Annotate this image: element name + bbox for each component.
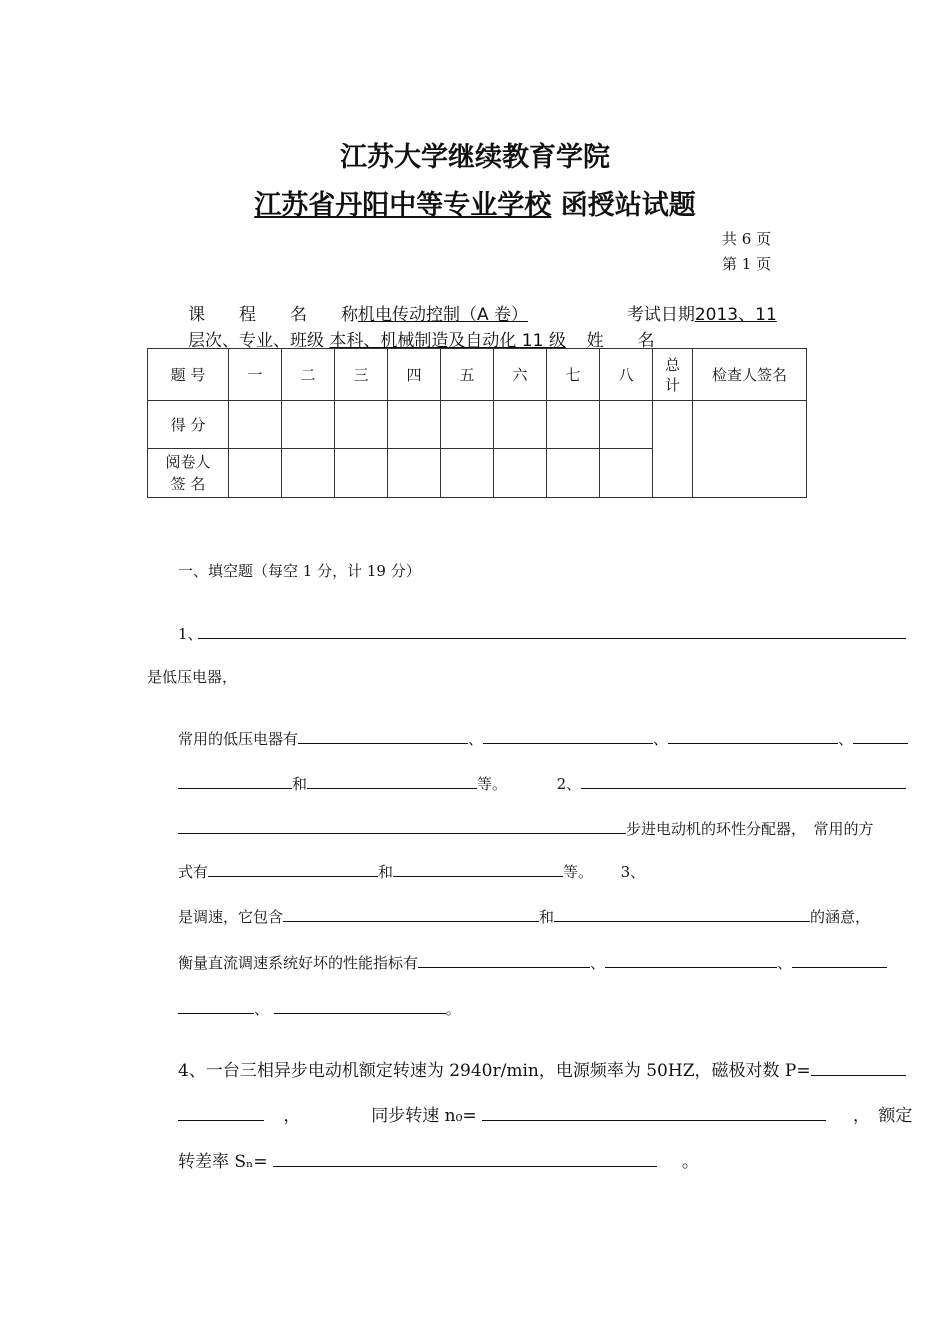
period-text: 。 xyxy=(445,1000,461,1018)
checker-cell[interactable] xyxy=(693,401,807,498)
q2b-blank-1[interactable] xyxy=(208,861,378,877)
date-label: 考试日期 xyxy=(626,305,695,325)
separator: 、 xyxy=(590,954,606,972)
reviewer-line2: 签 名 xyxy=(170,475,206,493)
level-label: 层次、专业、班级 xyxy=(188,331,324,351)
current-page: 第 1 页 xyxy=(722,255,772,273)
q3-text-b: 的涵意， xyxy=(810,908,871,926)
name-label: 姓 名 xyxy=(586,331,655,351)
institute-title: 江苏大学继续教育学院 xyxy=(340,142,610,173)
rated-text: ， 额定 xyxy=(852,1106,913,1126)
date-value: 2013、11 xyxy=(694,305,777,325)
q1-tail: 是低压电器， xyxy=(147,668,238,686)
score-cell[interactable] xyxy=(600,401,653,449)
q1b-blank-1[interactable] xyxy=(298,728,468,744)
q1c-blank-2[interactable] xyxy=(307,773,477,789)
q1b-blank-2[interactable] xyxy=(483,728,653,744)
q3b-line xyxy=(178,952,887,973)
q1-blank[interactable] xyxy=(198,638,906,639)
q1c-line xyxy=(178,773,906,794)
separator: 、 xyxy=(468,730,484,748)
header-q3: 三 xyxy=(335,349,388,401)
separator: 、 xyxy=(838,730,854,748)
q1b-blank-4[interactable] xyxy=(853,728,908,744)
reviewer-cell[interactable] xyxy=(494,449,547,498)
reviewer-cell[interactable] xyxy=(441,449,494,498)
school-title xyxy=(0,183,950,222)
q3c-blank-2[interactable] xyxy=(274,998,446,1014)
q3b-text: 衡量直流调速系统好坏的性能指标有 xyxy=(178,954,419,972)
total-bottom: 计 xyxy=(664,375,680,394)
course-line xyxy=(188,300,777,325)
q3c-line xyxy=(178,998,461,1019)
q4-line xyxy=(178,1056,906,1081)
and-text: 和 xyxy=(378,863,394,881)
reviewer-cell[interactable] xyxy=(547,449,600,498)
header-q8: 八 xyxy=(600,349,653,401)
q4-blank-p2[interactable] xyxy=(178,1105,264,1121)
course-value: 机电传动控制（A 卷） xyxy=(358,305,529,325)
q3-number: 3、 xyxy=(620,863,646,881)
header-q5: 五 xyxy=(441,349,494,401)
q1b-line xyxy=(178,728,908,749)
score-cell[interactable] xyxy=(388,401,441,449)
score-table xyxy=(147,348,807,498)
q4b-line xyxy=(178,1101,912,1126)
reviewer-cell[interactable] xyxy=(282,449,335,498)
sync-speed-label: 同步转速 n₀= xyxy=(371,1106,477,1126)
school-name: 江苏省丹阳中等专业学校 xyxy=(254,190,552,221)
separator: 、 xyxy=(653,730,669,748)
and-text: 和 xyxy=(292,775,308,793)
header-q1: 一 xyxy=(229,349,282,401)
q3-text-a: 是调速，它包含 xyxy=(178,908,284,926)
reviewer-cell[interactable] xyxy=(600,449,653,498)
header-q7: 七 xyxy=(547,349,600,401)
q3c-blank-1[interactable] xyxy=(178,998,254,1014)
q3-blank-1[interactable] xyxy=(283,906,539,922)
q4-blank-sync[interactable] xyxy=(482,1105,826,1121)
score-cell[interactable] xyxy=(494,401,547,449)
q4-blank-slip[interactable] xyxy=(273,1151,657,1167)
score-cell[interactable] xyxy=(229,401,282,449)
row-reviewer-label xyxy=(148,449,229,498)
separator: 、 xyxy=(254,1000,270,1018)
header-q2: 二 xyxy=(282,349,335,401)
section-heading: 一、填空题（每空 1 分，计 19 分） xyxy=(178,562,421,580)
q3-line xyxy=(178,906,870,927)
header-total xyxy=(653,349,693,401)
reviewer-cell[interactable] xyxy=(388,449,441,498)
q2-number: 2、 xyxy=(556,775,582,793)
separator: 、 xyxy=(777,954,793,972)
period-text: 。 xyxy=(681,1152,699,1172)
q2b-blank-2[interactable] xyxy=(393,861,563,877)
reviewer-cell[interactable] xyxy=(335,449,388,498)
header-checker: 检查人签名 xyxy=(693,349,807,401)
q4-text: 4、一台三相异步电动机额定转速为 2940r/min，电源频率为 50HZ，磁极对数 P= xyxy=(178,1061,811,1081)
header-q6: 六 xyxy=(494,349,547,401)
q1c-blank-1[interactable] xyxy=(178,773,292,789)
q2-line xyxy=(178,818,874,839)
and-text: 和 xyxy=(539,908,555,926)
q4c-line xyxy=(178,1147,699,1172)
q2b-line xyxy=(178,861,645,882)
q2-blank-2[interactable] xyxy=(178,818,626,834)
header-q4: 四 xyxy=(388,349,441,401)
etc-text: 等。 xyxy=(563,863,594,881)
score-cell[interactable] xyxy=(547,401,600,449)
header-question-no: 题 号 xyxy=(148,349,229,401)
q3b-blank-3[interactable] xyxy=(792,952,887,968)
q4-blank-p[interactable] xyxy=(811,1060,906,1076)
etc-text: 等。 xyxy=(477,775,508,793)
row-score-label: 得 分 xyxy=(148,401,229,449)
station-title: 函授站试题 xyxy=(560,190,696,221)
total-pages: 共 6 页 xyxy=(722,230,772,248)
q1-number: 1、 xyxy=(178,625,203,643)
reviewer-cell[interactable] xyxy=(229,449,282,498)
score-cell[interactable] xyxy=(335,401,388,449)
reviewer-line1: 阅卷人 xyxy=(165,453,211,471)
q1b-text: 常用的低压电器有 xyxy=(178,730,299,748)
q3b-blank-1[interactable] xyxy=(418,952,590,968)
comma-text: ， xyxy=(283,1106,301,1126)
q3b-blank-2[interactable] xyxy=(605,952,777,968)
slip-label: 转差率 Sₙ= xyxy=(178,1152,268,1172)
q2b-text: 式有 xyxy=(178,863,209,881)
q2-text: 步进电动机的环性分配器， 常用的方 xyxy=(626,820,874,838)
q1b-blank-3[interactable] xyxy=(668,728,838,744)
level-value: 本科、机械制造及自动化 11 级 xyxy=(329,331,566,351)
q3-blank-2[interactable] xyxy=(554,906,810,922)
course-label: 课 程 名 称 xyxy=(188,305,358,325)
total-top: 总 xyxy=(664,355,680,374)
q2-blank-1[interactable] xyxy=(581,773,906,789)
total-cell[interactable] xyxy=(653,401,693,498)
score-cell[interactable] xyxy=(282,401,335,449)
score-cell[interactable] xyxy=(441,401,494,449)
